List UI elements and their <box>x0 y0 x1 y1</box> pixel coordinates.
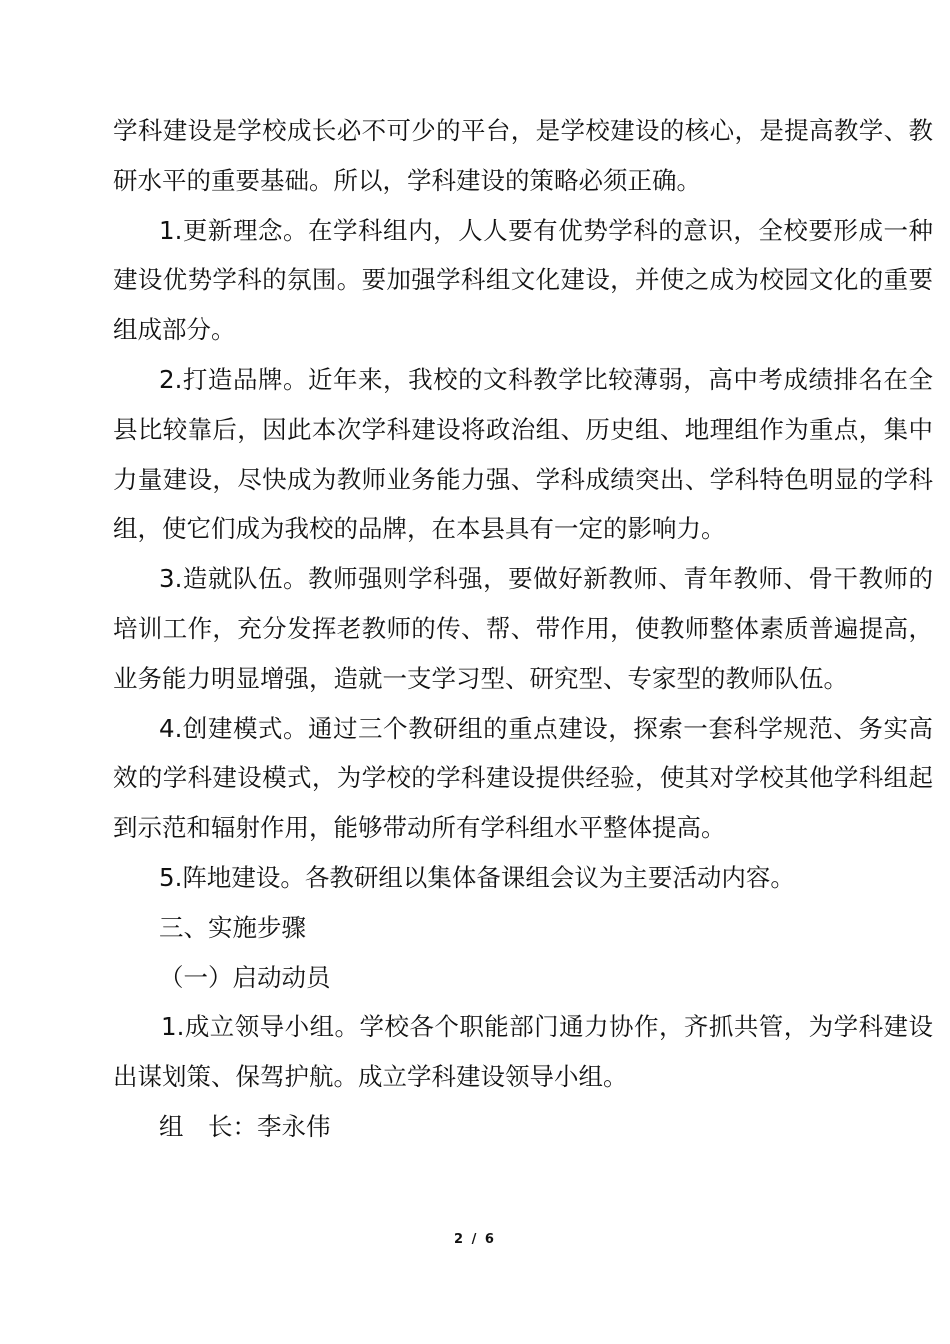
paragraph-create-model: 4.创建模式。通过三个教研组的重点建设，探索一套科学规范、务实高效的学科建设模式，为学校的学科建设提供经验，使其对学校其他学科组起到示范和辐射作用，能够带动所有学科组水平整体提高。 <box>113 713 933 843</box>
paragraph-intro: 学科建设是学校成长必不可少的平台，是学校建设的核心，是提高教学、教研水平的重要基础。所以，学科建设的策略必须正确。 <box>113 116 933 195</box>
paragraph-build-team: 3.造就队伍。教师强则学科强，要做好新教师、青年教师、骨干教师的培训工作，充分发挥老教师的传、帮、带作用，使教师整体素质普遍提高，业务能力明显增强，造就一支学习型、研究型、专家型的教师队伍。 <box>113 564 933 693</box>
paragraph-update-concept: 1.更新理念。在学科组内，人人要有优势学科的意识，全校要形成一种建设优势学科的氛围。要加强学科组文化建设，并使之成为校园文化的重要组成部分。 <box>113 215 933 345</box>
page-number: 2 / 6 <box>454 1232 496 1247</box>
paragraph-position-building: 5.阵地建设。各教研组以集体备课组会议为主要活动内容。 <box>159 862 795 892</box>
document-body <box>113 106 933 1152</box>
paragraph-build-brand: 2.打造品牌。近年来，我校的文科教学比较薄弱，高中考成绩排名在全县比较靠后，因此本次学科建设将政治组、历史组、地理组作为重点，集中力量建设，尽快成为教师业务能力强、学科成绩突出、学科特色明显的学科组，使它们成为我校的品牌，在本县具有一定的影响力。 <box>113 364 933 544</box>
paragraph-group-leader: 组 长：李永伟 <box>159 1111 331 1141</box>
heading-implementation-steps: 三、实施步骤 <box>159 912 306 942</box>
paragraph-leadership-group: 1.成立领导小组。学校各个职能部门通力协作，齐抓共管，为学科建设出谋划策、保驾护航。成立学科建设领导小组。 <box>113 1012 933 1092</box>
heading-launch-mobilize: （一）启动动员 <box>159 962 331 992</box>
